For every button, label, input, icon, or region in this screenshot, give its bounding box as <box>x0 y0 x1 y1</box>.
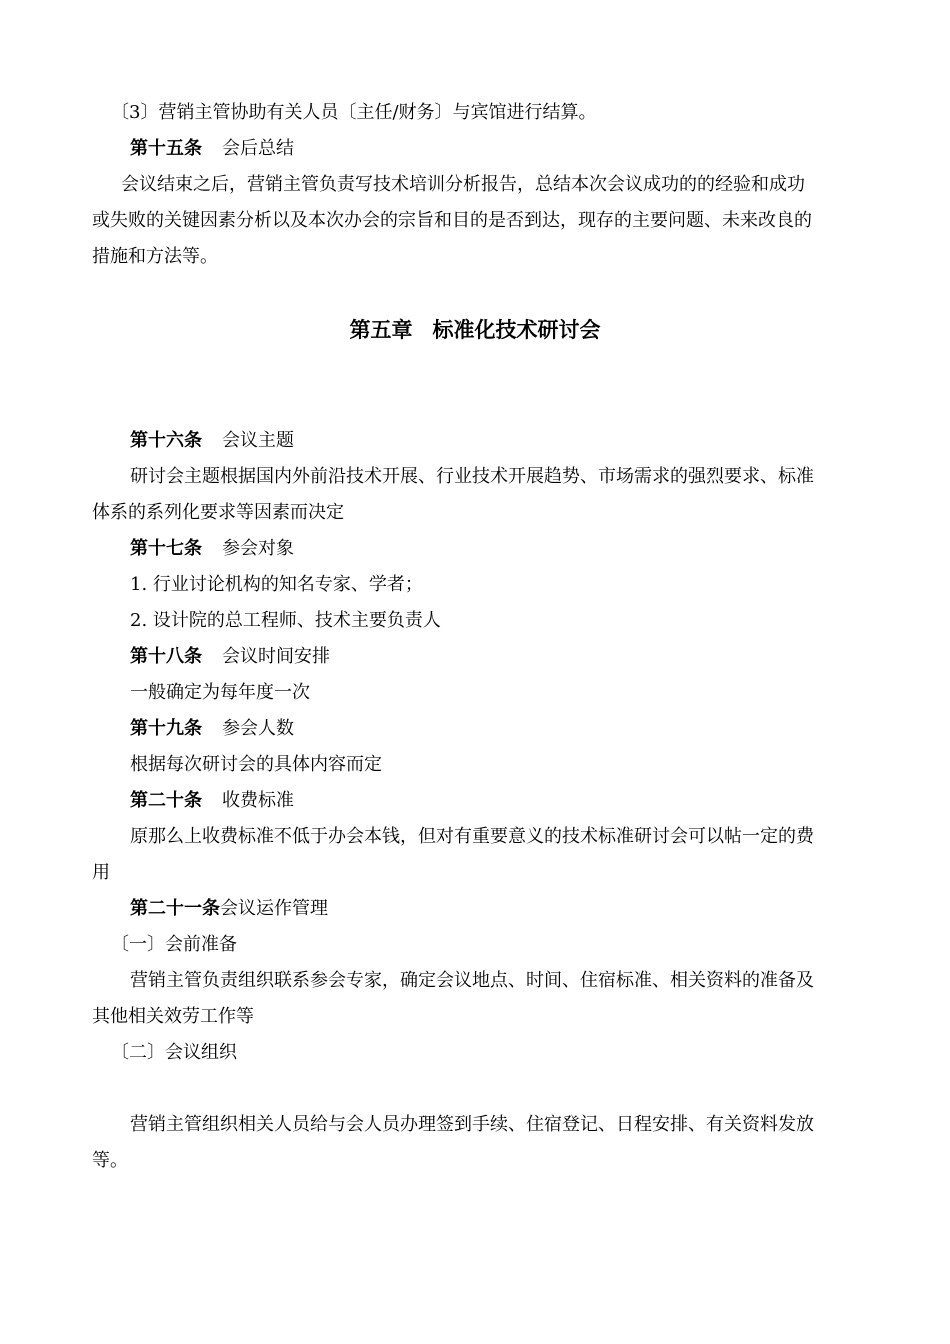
article-16-heading <box>130 429 294 453</box>
paragraph-line: 用 <box>92 862 110 883</box>
chapter-number: 第五章 <box>349 318 413 342</box>
article-number: 第二十条 <box>130 790 202 811</box>
paragraph-line: 等。 <box>92 1150 128 1171</box>
paragraph-line: 会议结束之后，营销主管负责写技术培训分析报告，总结本次会议成功的的经验和成功 <box>121 174 805 195</box>
article-18-heading <box>130 645 330 669</box>
settlement-line: 〔3〕营销主管协助有关人员〔主任/财务〕与宾馆进行结算。 <box>111 102 597 123</box>
article-number: 第十六条 <box>130 430 202 451</box>
article-17-heading <box>130 537 294 561</box>
paragraph-line: 体系的系列化要求等因素而决定 <box>92 502 344 523</box>
list-item: 2. 设计院的总工程师、技术主要负责人 <box>130 610 441 631</box>
section-heading: 〔二〕会议组织 <box>111 1042 237 1063</box>
paragraph-line: 其他相关效劳工作等 <box>92 1006 254 1027</box>
article-number: 第十七条 <box>130 538 202 559</box>
paragraph-line: 原那么上收费标准不低于办会本钱，但对有重要意义的技术标准研讨会可以帖一定的费 <box>130 826 814 847</box>
article-title: 参会对象 <box>222 538 294 559</box>
article-title: 会后总结 <box>222 138 294 159</box>
article-19-heading <box>130 717 294 741</box>
article-number: 第二十一条 <box>130 898 220 919</box>
paragraph-line: 措施和方法等。 <box>92 246 218 267</box>
article-title: 会议运作管理 <box>220 898 328 919</box>
paragraph-line: 营销主管组织相关人员给与会人员办理签到手续、住宿登记、日程安排、有关资料发放 <box>130 1114 814 1135</box>
article-number: 第十五条 <box>130 138 202 159</box>
article-title: 会议时间安排 <box>222 646 330 667</box>
article-title: 会议主题 <box>222 430 294 451</box>
article-number: 第十九条 <box>130 718 202 739</box>
paragraph-line: 营销主管负责组织联系参会专家，确定会议地点、时间、住宿标准、相关资料的准备及 <box>130 970 814 991</box>
paragraph-line: 根据每次研讨会的具体内容而定 <box>130 754 382 775</box>
paragraph-line: 或失败的关键因素分析以及本次办会的宗旨和目的是否到达，现存的主要问题、未来改良的 <box>92 210 812 231</box>
article-title: 收费标准 <box>222 790 294 811</box>
section-heading: 〔一〕会前准备 <box>111 934 237 955</box>
paragraph-line: 一般确定为每年度一次 <box>130 682 310 703</box>
chapter-title <box>0 315 950 345</box>
article-15-heading <box>130 137 294 161</box>
article-20-heading <box>130 789 294 813</box>
article-21-heading <box>130 897 328 921</box>
article-title: 参会人数 <box>222 718 294 739</box>
article-number: 第十八条 <box>130 646 202 667</box>
list-item: 1. 行业讨论机构的知名专家、学者； <box>130 574 423 595</box>
chapter-name: 标准化技术研讨会 <box>432 318 601 342</box>
paragraph-line: 研讨会主题根据国内外前沿技术开展、行业技术开展趋势、市场需求的强烈要求、标准 <box>130 466 814 487</box>
